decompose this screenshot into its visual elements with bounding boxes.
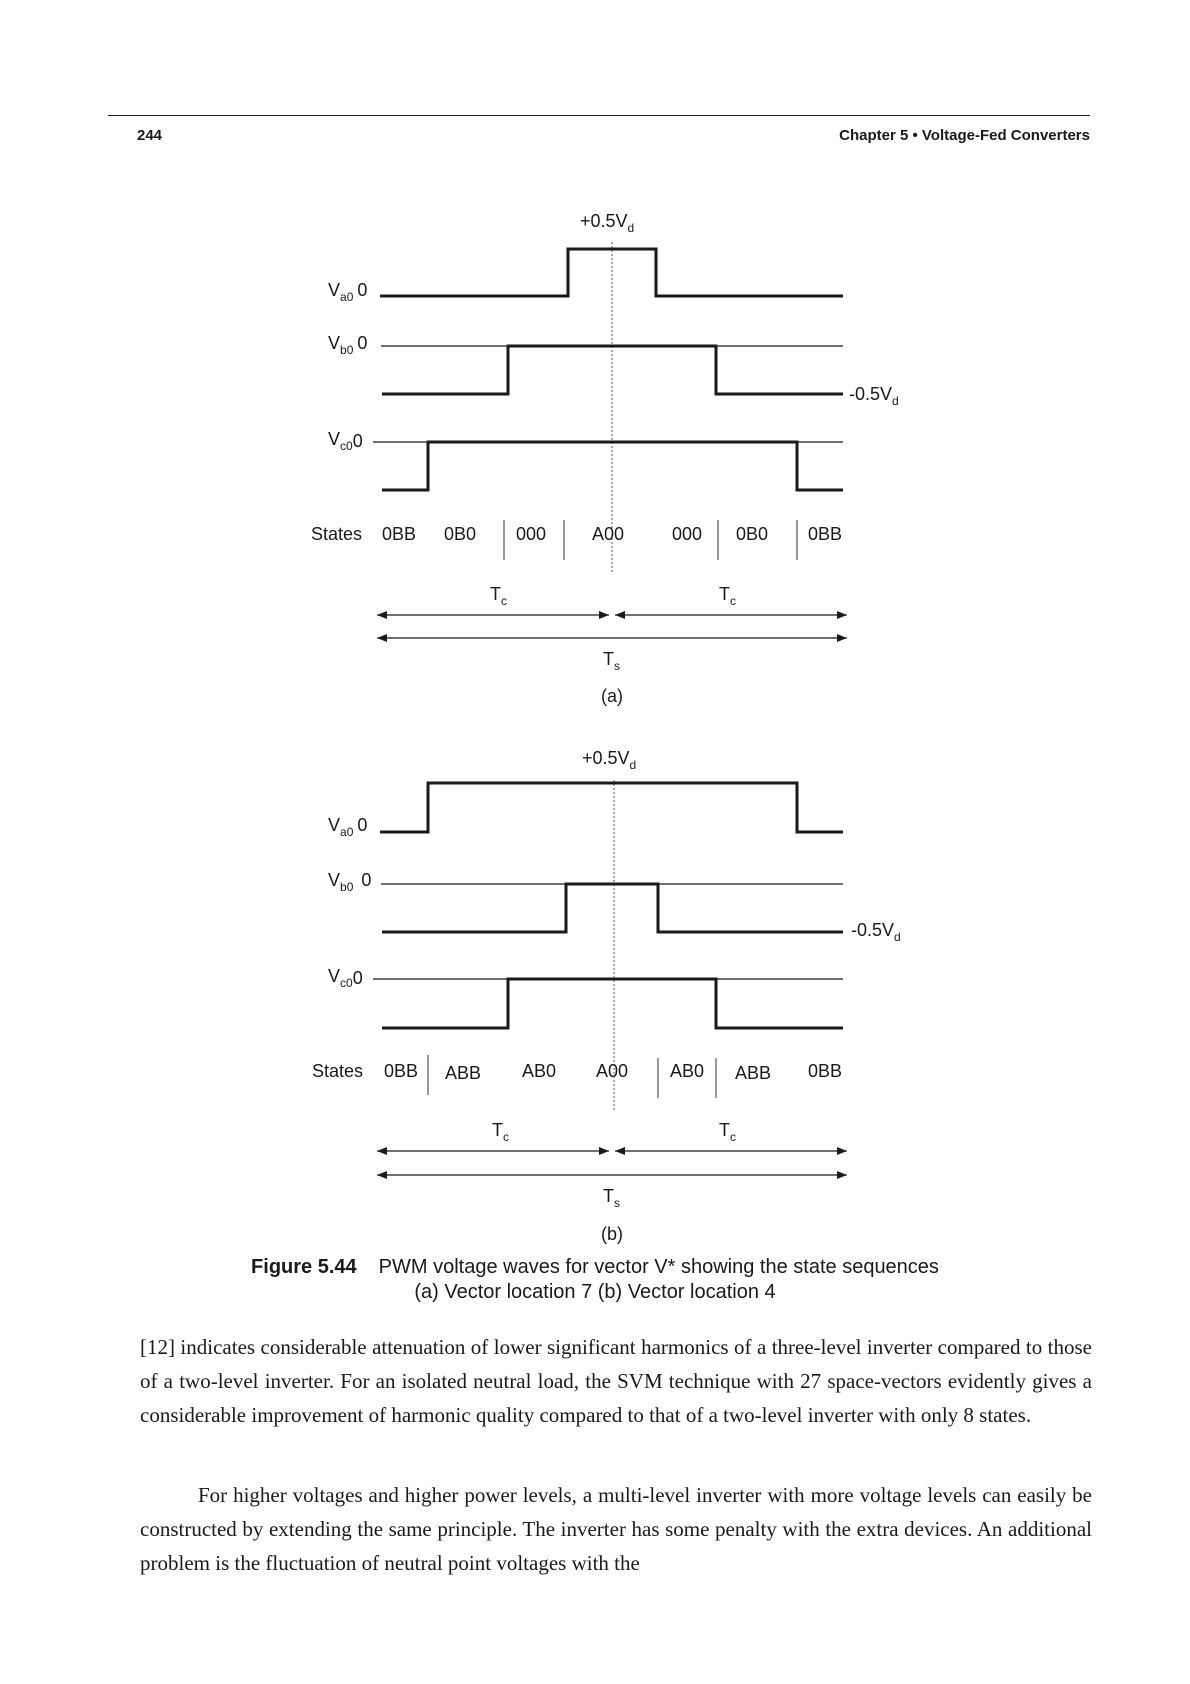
state-item: 0BB <box>384 1061 419 1081</box>
vc0-waveform <box>382 979 843 1028</box>
va0-waveform <box>380 783 843 832</box>
ts-label: $T_s$ <box>603 1186 620 1210</box>
state-item: 0B0 <box>444 524 477 544</box>
panel-b-label: (b) <box>601 1224 623 1244</box>
ts-label: $T_s$ <box>603 649 620 673</box>
vb0-waveform <box>382 884 843 932</box>
va0-waveform <box>380 249 843 296</box>
figure-caption <box>0 1255 1190 1305</box>
vc0-label: $V_{c0}0$ <box>328 429 363 453</box>
panel-a-label: (a) <box>601 686 623 706</box>
va0-label: $V_{a0}$ 0 <box>328 815 368 839</box>
vb0-label: $V_{b0}$ 0 <box>328 870 372 894</box>
state-item: ABB <box>445 1063 482 1083</box>
tc-label-right: $T_c$ <box>719 584 736 608</box>
vb0-label: $V_{b0}$ 0 <box>328 333 368 357</box>
plus-half-vd-label: $+0.5V_d$ <box>580 211 635 235</box>
state-item: A00 <box>592 524 625 544</box>
state-item: 0B0 <box>736 524 769 544</box>
running-title: Chapter 5 • Voltage-Fed Converters <box>839 127 1090 144</box>
state-item: 0BB <box>808 524 843 544</box>
state-item: A00 <box>596 1061 629 1081</box>
minus-half-vd-label: $-0.5V_d$ <box>849 384 899 408</box>
state-item: 000 <box>516 524 547 544</box>
figure-number: Figure 5.44 <box>251 1256 357 1278</box>
states-label: States <box>311 524 363 544</box>
caption-line-1 <box>0 1255 1190 1280</box>
va0-label: $V_{a0}$ 0 <box>328 280 368 304</box>
panel-b <box>312 748 901 1244</box>
vc0-label: $V_{c0}0$ <box>328 966 363 990</box>
caption-text: PWM voltage waves for vector V* showing the state sequences <box>378 1256 939 1278</box>
state-item: 0BB <box>382 524 417 544</box>
body-paragraph: For higher voltages and higher power levels, a multi-level inverter with more voltage levels can easily be constructed by extending the same principle. The inverter has some penalty with the extra devices. An additional problem is the fluctuation of neutral point voltages with the <box>140 1483 1092 1575</box>
page-number: 244 <box>137 127 163 144</box>
minus-half-vd-label: $-0.5V_d$ <box>851 920 901 944</box>
body-paragraph: [12] indicates considerable attenuation of lower significant harmonics of a three-level inverter compared to those of a two-level inverter. For an isolated neutral load, the SVM technique with 27 space-vectors evidently gives a considerable improvement of harmonic quality compared to that of a two-level inverter with only 8 states. <box>140 1335 1092 1427</box>
plus-half-vd-label: $+0.5V_d$ <box>582 748 637 772</box>
tc-label-left: $T_c$ <box>492 1120 509 1144</box>
state-item: 0BB <box>808 1061 843 1081</box>
state-item: ABB <box>735 1063 772 1083</box>
caption-line-2: (a) Vector location 7 (b) Vector location 4 <box>414 1281 776 1303</box>
tc-label-right: $T_c$ <box>719 1120 736 1144</box>
state-item: AB0 <box>670 1061 705 1081</box>
state-item: AB0 <box>522 1061 557 1081</box>
states-label: States <box>312 1061 364 1081</box>
tc-label-left: $T_c$ <box>490 584 507 608</box>
state-item: 000 <box>672 524 703 544</box>
panel-a <box>311 211 899 706</box>
